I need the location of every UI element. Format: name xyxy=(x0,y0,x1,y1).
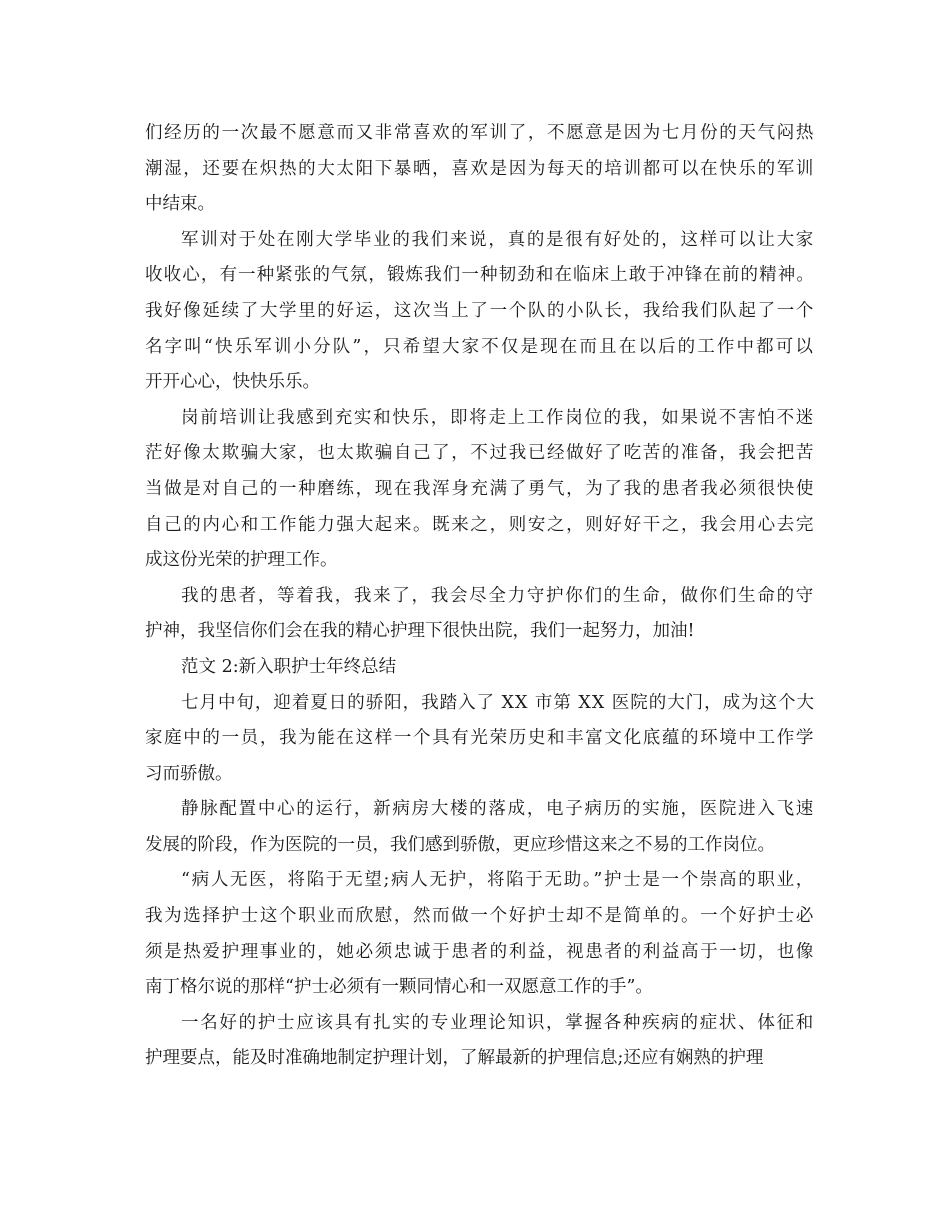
text-line: 范文 2:新入职护士年终总结 xyxy=(181,656,397,677)
text-line: 当做是对自己的一种磨练，现在我浑身充满了勇气，为了我的患者我必须很快使 xyxy=(145,478,816,499)
text-line: 潮湿，还要在炽热的大太阳下暴晒，喜欢是因为每天的培训都可以在快乐的军训 xyxy=(145,158,816,179)
text-line: 一名好的护士应该具有扎实的专业理论知识，掌握各种疾病的症状、体征和 xyxy=(181,1012,815,1033)
text-line: 收收心，有一种紧张的气氛，锻炼我们一种韧劲和在临床上敢于冲锋在前的精神。 xyxy=(145,265,815,286)
text-line: 护神，我坚信你们会在我的精心护理下很快出院，我们一起努力，加油! xyxy=(145,621,695,642)
text-line: 成这份光荣的护理工作。 xyxy=(145,550,338,571)
text-line: “病人无医，将陷于无望;病人无护，将陷于无助。”护士是一个崇高的职业， xyxy=(181,870,815,891)
text-line: 自己的内心和工作能力强大起来。既来之，则安之，则好好干之，我会用心去完 xyxy=(145,514,816,535)
text-line: 我好像延续了大学里的好运，这次当上了一个队的小队长，我给我们队起了一个 xyxy=(145,300,816,321)
text-line: 静脉配置中心的运行，新病房大楼的落成，电子病历的实施，医院进入飞速 xyxy=(181,799,815,820)
text-line: 南丁格尔说的那样“护士必须有一颗同情心和一双愿意工作的手”。 xyxy=(145,977,653,998)
document-body xyxy=(145,116,815,1077)
text-line: 七月中旬，迎着夏日的骄阳，我踏入了 XX 市第 XX 医院的大门，成为这个大 xyxy=(181,692,815,713)
text-line: 须是热爱护理事业的，她必须忠诚于患者的利益，视患者的利益高于一切，也像 xyxy=(145,941,816,962)
text-line: 岗前培训让我感到充实和快乐，即将走上工作岗位的我，如果说不害怕不迷 xyxy=(181,407,815,428)
text-line: 茫好像太欺骗大家，也太欺骗自己了，不过我已经做好了吃苦的准备，我会把苦 xyxy=(145,443,816,464)
text-line: 护理要点，能及时准确地制定护理计划，了解最新的护理信息;还应有娴熟的护理 xyxy=(145,1048,764,1069)
text-line: 开开心心，快快乐乐。 xyxy=(145,372,320,393)
text-line: 中结束。 xyxy=(145,194,215,215)
text-line: 们经历的一次最不愿意而又非常喜欢的军训了，不愿意是因为七月份的天气闷热 xyxy=(145,123,816,143)
text-line: 家庭中的一员，我为能在这样一个具有光荣历史和丰富文化底蕴的环境中工作学 xyxy=(145,728,816,749)
text-line: 发展的阶段，作为医院的一员，我们感到骄傲，更应珍惜这来之不易的工作岗位。 xyxy=(145,834,775,855)
text-line: 名字叫“快乐军训小分队”，只希望大家不仅是现在而且在以后的工作中都可以 xyxy=(145,336,816,357)
text-line: 习而骄傲。 xyxy=(145,763,233,784)
text-line: 我的患者，等着我，我来了，我会尽全力守护你们的生命，做你们生命的守 xyxy=(181,585,815,606)
text-line: 军训对于处在刚大学毕业的我们来说，真的是很有好处的，这样可以让大家 xyxy=(181,229,815,250)
text-line: 我为选择护士这个职业而欣慰，然而做一个好护士却不是简单的。一个好护士必 xyxy=(145,906,816,927)
